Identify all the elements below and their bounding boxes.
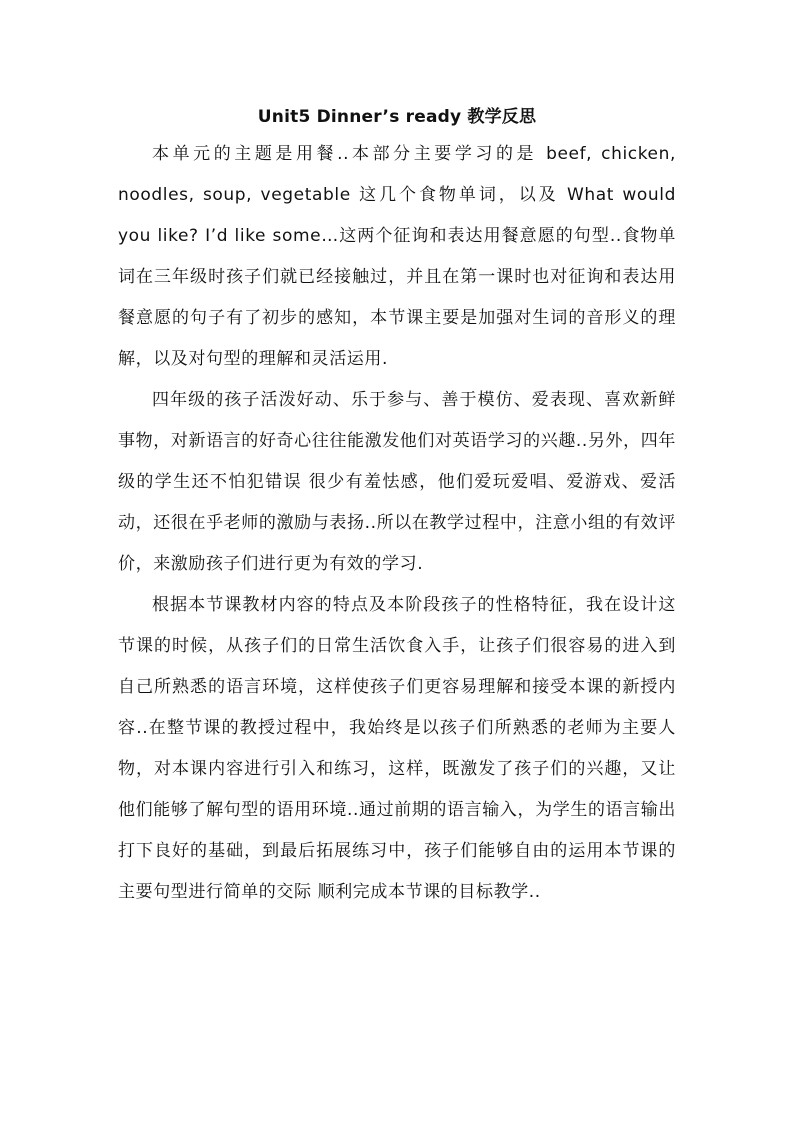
document-body [118,100,676,913]
paragraph-2: 四年级的孩子活泼好动、乐于参与、善于模仿、爱表现、喜欢新鲜事物，对新语言的好奇心往往能激发他们对英语学习的兴趣..另外，四年级的学生还不怕犯错误 很少有羞怯感，他们爱玩爱唱、爱游戏、爱活动，还很在乎老师的激励与表扬..所以在教学过程中，注意小组的有效评价，来激励孩子们进行更为有效的学习. [118,390,676,574]
paragraph-1: 本单元的主题是用餐..本部分主要学习的是 beef, chicken, noodles, soup, vegetable 这几个食物单词，以及 What would you like? I’d like some…这两个征询和表达用餐意愿的句型..食物单词在三年级时孩子们就已经接触过，并且在第一课时也对征询和表达用餐意愿的句子有了初步的感知，本节课主要是加强对生词的音形义的理解，以及对句型的理解和灵活运用. [118,144,676,369]
document-title: Unit5 Dinner’s ready 教学反思 [257,107,537,127]
paragraph-3: 根据本节课教材内容的特点及本阶段孩子的性格特征，我在设计这节课的时候，从孩子们的日常生活饮食入手，让孩子们很容易的进入到自己所熟悉的语言环境，这样使孩子们更容易理解和接受本课的新授内容..在整节课的教授过程中，我始终是以孩子们所熟悉的老师为主要人物，对本课内容进行引入和练习，这样，既激发了孩子们的兴趣，又让他们能够了解句型的语用环境..通过前期的语言输入，为学生的语言输出打下良好的基础，到最后拓展练习中，孩子们能够自由的运用本节课的主要句型进行简单的交际 顺利完成本节课的目标教学.. [118,595,676,902]
